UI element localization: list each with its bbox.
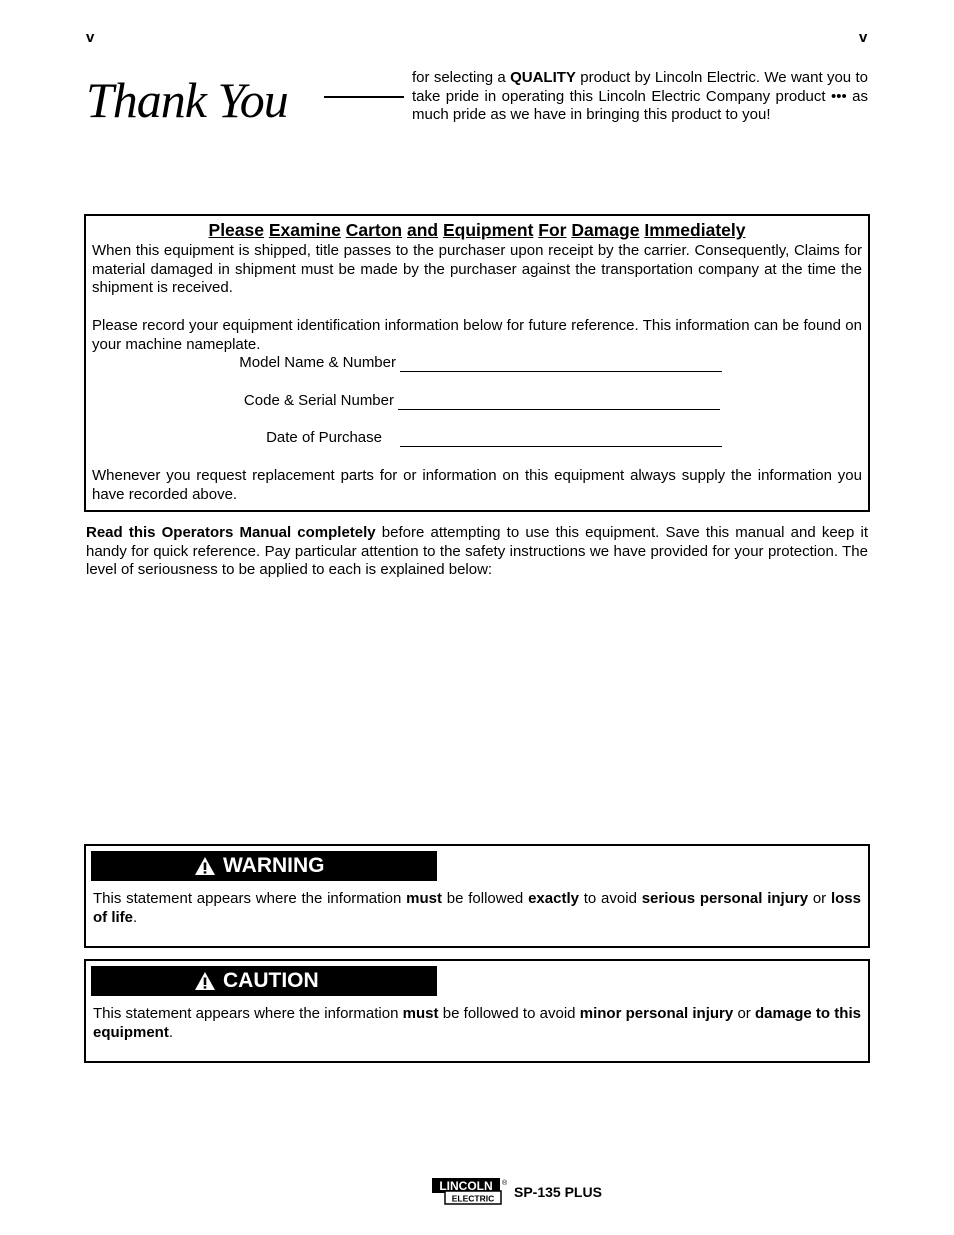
serial-field-line	[398, 409, 720, 410]
date-field-label: Date of Purchase	[266, 429, 382, 446]
thank-you-heading: Thank You	[86, 72, 288, 128]
read-manual-paragraph: Read this Operators Manual completely before attempting to use this equipment. Save this manual and keep it handy for quick reference. Pay particular attention to the safety instructions we have provided for your protection. The level of seriousness to be applied to each is explained below:	[86, 524, 868, 579]
logo-registered-mark: ®	[502, 1180, 508, 1187]
date-field-line	[400, 446, 722, 447]
lincoln-electric-logo	[431, 1177, 510, 1205]
record-info-paragraph: Please record your equipment identification information below for future reference. This information can be found on your machine nameplate.	[92, 317, 862, 353]
intro-text: for selecting a QUALITY product by Lincoln Electric. We want you to take pride in operating this Lincoln Electric Company product ••• as much pride as we have in bringing this product to you!	[412, 69, 868, 123]
caution-label: CAUTION	[223, 969, 319, 992]
shipping-paragraph: When this equipment is shipped, title passes to the purchaser upon receipt by the carrier. Consequently, Claims for material damaged in shipment must be made by the purchaser against the transportation company at the time the shipment is received.	[92, 242, 862, 297]
damage-notice-title: Please Examine Carton and Equipment For Damage Immediately	[208, 220, 746, 240]
damage-notice-box	[84, 214, 870, 512]
logo-text-lincoln: LINCOLN	[439, 1179, 493, 1193]
serial-field-label: Code & Serial Number	[243, 392, 394, 409]
model-field-line	[400, 371, 722, 372]
warning-label: WARNING	[223, 854, 325, 877]
heading-rule	[324, 96, 404, 98]
caution-box	[84, 959, 870, 1063]
footer-model-name: SP-135 PLUS	[514, 1184, 602, 1200]
caution-text: This statement appears where the information must be followed to avoid minor personal injury or damage to this equipment.	[93, 1005, 861, 1041]
page-number-right: v	[859, 29, 868, 46]
replacement-parts-paragraph: Whenever you request replacement parts for or information on this equipment always supply the information you have recorded above.	[92, 467, 862, 503]
warning-triangle-icon	[194, 856, 216, 876]
warning-text: This statement appears where the information must be followed exactly to avoid serious personal injury or loss of life.	[93, 890, 861, 926]
warning-box	[84, 844, 870, 948]
logo-text-electric: ELECTRIC	[451, 1193, 495, 1204]
model-field-label: Model Name & Number	[239, 354, 396, 371]
caution-triangle-icon	[194, 971, 216, 991]
caution-banner	[91, 966, 437, 996]
page-number-left: v	[86, 29, 95, 46]
warning-banner	[91, 851, 437, 881]
